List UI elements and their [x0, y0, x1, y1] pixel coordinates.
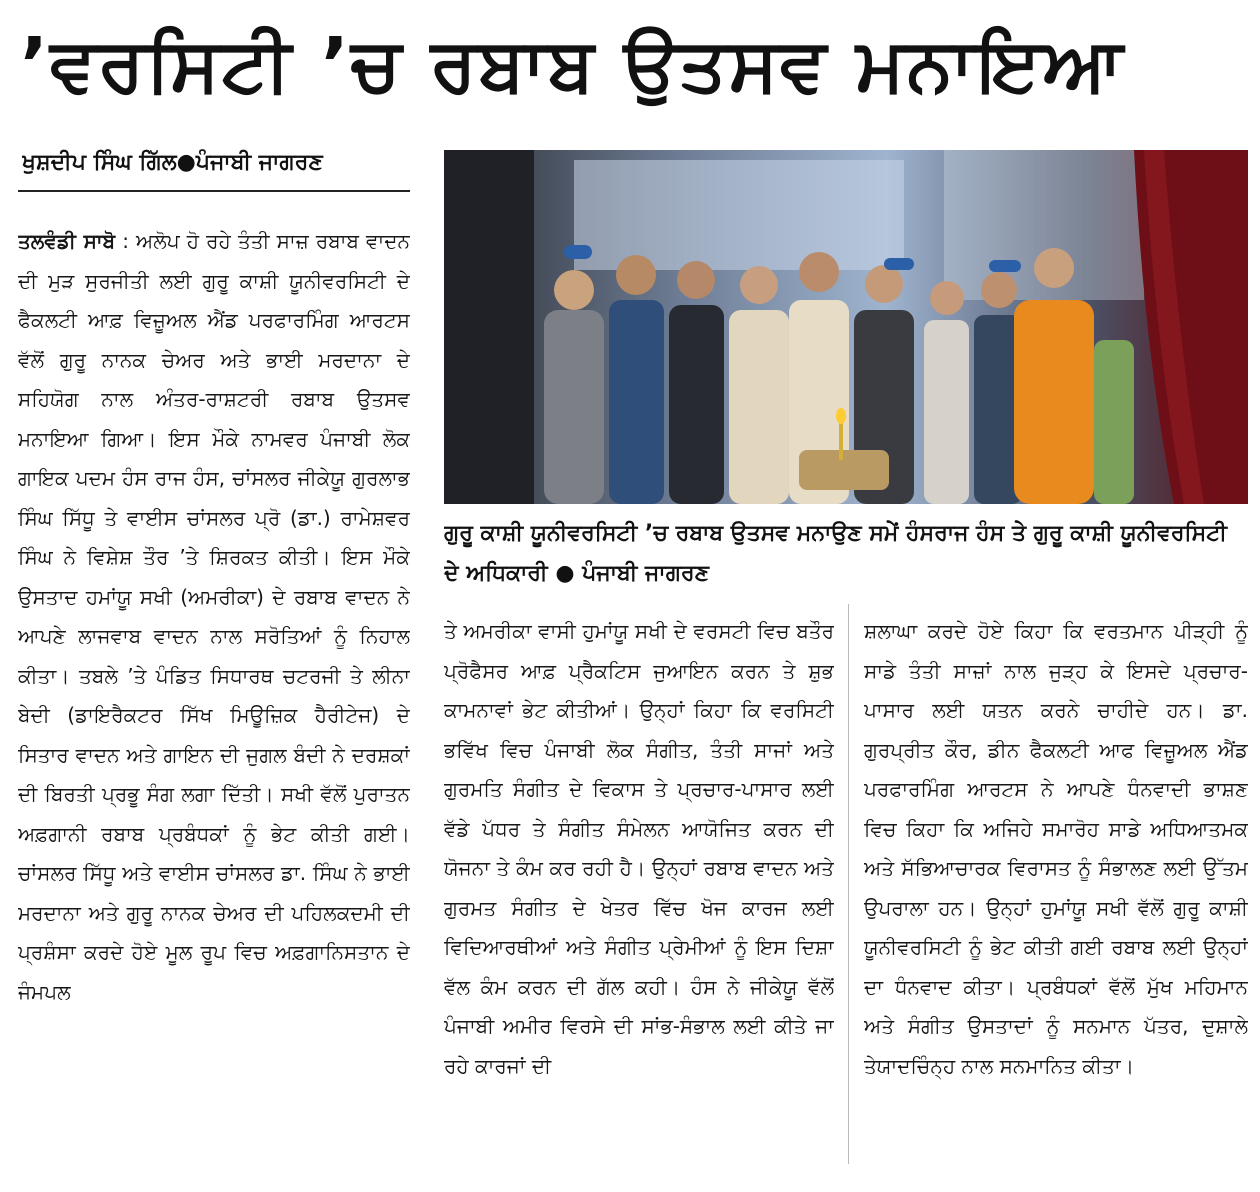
byline-author: ਖੁਸ਼ਦੀਪ ਸਿੰਘ ਗਿੱਲ [22, 150, 177, 175]
caption-credit: ਪੰਜਾਬੀ ਜਾਗਰਣ [582, 561, 709, 586]
byline-publication: ਪੰਜਾਬੀ ਜਾਗਰਣ [195, 150, 323, 175]
news-photo-illustration [444, 150, 1248, 504]
news-photo [444, 150, 1248, 504]
article-column-1 [18, 222, 410, 1172]
byline [22, 148, 410, 182]
headline: ’ਵਰਸਿਟੀ ’ਚ ਰਬਾਬ ਉਤਸਵ ਮਨਾਇਆ [20, 22, 1125, 108]
caption-text: ਗੁਰੂ ਕਾਸ਼ੀ ਯੂਨੀਵਰਸਿਟੀ ’ਚ ਰਬਾਬ ਉਤਸਵ ਮਨਾਉਣ ਸਮੇਂ ਹੰਸਰਾਜ ਹੰਸ ਤੇ ਗੁਰੂ ਕਾਸ਼ੀ ਯੂਨੀਵਰਸਿਟੀ ਦੇ ਅਧਿਕਾਰੀ [444, 521, 1227, 586]
article-column-2: ਤੇ ਅਮਰੀਕਾ ਵਾਸੀ ਹੁਮਾਂਯੂ ਸਖੀ ਦੇ ਵਰਸਟੀ ਵਿਚ ਬਤੌਰ ਪ੍ਰੋਫੈਸਰ ਆਫ਼ ਪ੍ਰੈਕਟਿਸ ਜੁਆਇਨ ਕਰਨ ਤੇ ਸ਼ੁਭ ਕਾਮਨਾਵਾਂ ਭੇਟ ਕੀਤੀਆਂ। ਉਨ੍ਹਾਂ ਕਿਹਾ ਕਿ ਵਰਸਿਟੀ ਭਵਿੱਖ ਵਿਚ ਪੰਜਾਬੀ ਲੋਕ ਸੰਗੀਤ, ਤੰਤੀ ਸਾਜਾਂ ਅਤੇ ਗੁਰਮਤਿ ਸੰਗੀਤ ਦੇ ਵਿਕਾਸ ਤੇ ਪ੍ਰਚਾਰ-ਪਾਸਾਰ ਲਈ ਵੱਡੇ ਪੱਧਰ ਤੇ ਸੰਗੀਤ ਸੰਮੇਲਨ ਆਯੋਜਿਤ ਕਰਨ ਦੀ ਯੋਜਨਾ ਤੇ ਕੰਮ ਕਰ ਰਹੀ ਹੈ। ਉਨ੍ਹਾਂ ਰਬਾਬ ਵਾਦਨ ਅਤੇ ਗੁਰਮਤ ਸੰਗੀਤ ਦੇ ਖੇਤਰ ਵਿੱਚ ਖੋਜ ਕਾਰਜ ਲਈ ਵਿਦਿਆਰਥੀਆਂ ਅਤੇ ਸੰਗੀਤ ਪ੍ਰੇਮੀਆਂ ਨੂੰ ਇਸ ਦਿਸ਼ਾ ਵੱਲ ਕੰਮ ਕਰਨ ਦੀ ਗੱਲ ਕਹੀ। ਹੰਸ ਨੇ ਜੀਕੇਯੂ ਵੱਲੋਂ ਪੰਜਾਬੀ ਅਮੀਰ ਵਿਰਸੇ ਦੀ ਸਾਂਭ-ਸੰਭਾਲ ਲਈ ਕੀਤੇ ਜਾ ਰਹੇ ਕਾਰਜਾਂ ਦੀ [444, 619, 834, 1078]
column-1-text: ਅਲੋਪ ਹੋ ਰਹੇ ਤੰਤੀ ਸਾਜ਼ ਰਬਾਬ ਵਾਦਨ ਦੀ ਮੁੜ ਸੁਰਜੀਤੀ ਲਈ ਗੁਰੂ ਕਾਸ਼ੀ ਯੂਨੀਵਰਸਿਟੀ ਦੇ ਫੈਕਲਟੀ ਆਫ਼ ਵਿਜ਼ੂਅਲ ਐਂਡ ਪਰਫਾਰਮਿੰਗ ਆਰਟਸ ਵੱਲੋਂ ਗੁਰੂ ਨਾਨਕ ਚੇਅਰ ਅਤੇ ਭਾਈ ਮਰਦਾਨਾ ਦੇ ਸਹਿਯੋਗ ਨਾਲ ਅੰਤਰ-ਰਾਸ਼ਟਰੀ ਰਬਾਬ ਉਤਸਵ ਮਨਾਇਆ ਗਿਆ। ਇਸ ਮੌਕੇ ਨਾਮਵਰ ਪੰਜਾਬੀ ਲੋਕ ਗਾਇਕ ਪਦਮ ਹੰਸ ਰਾਜ ਹੰਸ, ਚਾਂਸਲਰ ਜੀਕੇਯੂ ਗੁਰਲਾਭ ਸਿੰਘ ਸਿੱਧੂ ਤੇ ਵਾਈਸ ਚਾਂਸਲਰ ਪ੍ਰੋ (ਡਾ.) ਰਾਮੇਸ਼ਵਰ ਸਿੰਘ ਨੇ ਵਿਸ਼ੇਸ਼ ਤੌਰ ’ਤੇ ਸ਼ਿਰਕਤ ਕੀਤੀ। ਇਸ ਮੌਕੇ ਉਸਤਾਦ ਹਮਾਂਯੂ ਸਖੀ (ਅਮਰੀਕਾ) ਦੇ ਰਬਾਬ ਵਾਦਨ ਨੇ ਆਪਣੇ ਲਾਜਵਾਬ ਵਾਦਨ ਨਾਲ ਸਰੋਤਿਆਂ ਨੂੰ ਨਿਹਾਲ ਕੀਤਾ। ਤਬਲੇ ’ਤੇ ਪੰਡਿਤ ਸਿਧਾਰਥ ਚਟਰਜੀ ਤੇ ਲੀਨਾ ਬੇਦੀ (ਡਾਇਰੈਕਟਰ ਸਿੱਖ ਮਿਊਜ਼ਿਕ ਹੈਰੀਟੇਜ) ਦੇ ਸਿਤਾਰ ਵਾਦਨ ਅਤੇ ਗਾਇਨ ਦੀ ਜੁਗਲ ਬੰਦੀ ਨੇ ਦਰਸ਼ਕਾਂ ਦੀ ਬਿਰਤੀ ਪ੍ਰਭੂ ਸੰਗ ਲਗਾ ਦਿੱਤੀ। ਸਖੀ ਵੱਲੋਂ ਪੁਰਾਤਨ ਅਫ਼ਗਾਨੀ ਰਬਾਬ ਪ੍ਰਬੰਧਕਾਂ ਨੂੰ ਭੇਟ ਕੀਤੀ ਗਈ। ਚਾਂਸਲਰ ਸਿੱਧੂ ਅਤੇ ਵਾਈਸ ਚਾਂਸਲਰ ਡਾ. ਸਿੰਘ ਨੇ ਭਾਈ ਮਰਦਾਨਾ ਅਤੇ ਗੁਰੂ ਨਾਨਕ ਚੇਅਰ ਦੀ ਪਹਿਲਕਦਮੀ ਦੀ ਪ੍ਰਸ਼ੰਸਾ ਕਰਦੇ ਹੋਏ ਮੂਲ ਰੂਪ ਵਿਚ ਅਫ਼ਗਾਨਿਸਤਾਨ ਦੇ ਜੰਮਪਲ [18, 229, 410, 1004]
dateline-colon: : [115, 229, 137, 253]
dateline: ਤਲਵੰਡੀ ਸਾਬੋ [18, 229, 116, 253]
byline-rule [18, 190, 410, 192]
photo-caption [444, 514, 1248, 598]
byline-separator: ● [176, 150, 196, 175]
caption-separator: ● [555, 561, 575, 586]
article-column-3: ਸ਼ਲਾਘਾ ਕਰਦੇ ਹੋਏ ਕਿਹਾ ਕਿ ਵਰਤਮਾਨ ਪੀੜ੍ਹੀ ਨੂੰ ਸਾਡੇ ਤੰਤੀ ਸਾਜ਼ਾਂ ਨਾਲ ਜੁੜ੍ਹ ਕੇ ਇਸਦੇ ਪ੍ਰਚਾਰ-ਪਾਸਾਰ ਲਈ ਯਤਨ ਕਰਨੇ ਚਾਹੀਦੇ ਹਨ। ਡਾ. ਗੁਰਪ੍ਰੀਤ ਕੌਰ, ਡੀਨ ਫੈਕਲਟੀ ਆਫ ਵਿਜ਼ੂਅਲ ਐਂਡ ਪਰਫਾਰਮਿੰਗ ਆਰਟਸ ਨੇ ਆਪਣੇ ਧੰਨਵਾਦੀ ਭਾਸ਼ਣ ਵਿਚ ਕਿਹਾ ਕਿ ਅਜਿਹੇ ਸਮਾਰੋਹ ਸਾਡੇ ਅਧਿਆਤਮਕ ਅਤੇ ਸੱਭਿਆਚਾਰਕ ਵਿਰਾਸਤ ਨੂੰ ਸੰਭਾਲਣ ਲਈ ਉੱਤਮ ਉਪਰਾਲਾ ਹਨ। ਉਨ੍ਹਾਂ ਹੁਮਾਂਯੂ ਸਖੀ ਵੱਲੋਂ ਗੁਰੂ ਕਾਸ਼ੀ ਯੂਨੀਵਰਸਿਟੀ ਨੂੰ ਭੇਟ ਕੀਤੀ ਗਈ ਰਬਾਬ ਲਈ ਉਨ੍ਹਾਂ ਦਾ ਧੰਨਵਾਦ ਕੀਤਾ। ਪ੍ਰਬੰਧਕਾਂ ਵੱਲੋਂ ਮੁੱਖ ਮਹਿਮਾਨ ਅਤੇ ਸੰਗੀਤ ਉਸਤਾਦਾਂ ਨੂੰ ਸਨਮਾਨ ਪੱਤਰ, ਦੁਸ਼ਾਲੇ ਤੇਯਾਦਚਿੰਨ੍ਹ ਨਾਲ ਸਨਮਾਨਿਤ ਕੀਤਾ। [864, 619, 1248, 1078]
column-divider [848, 604, 849, 1164]
